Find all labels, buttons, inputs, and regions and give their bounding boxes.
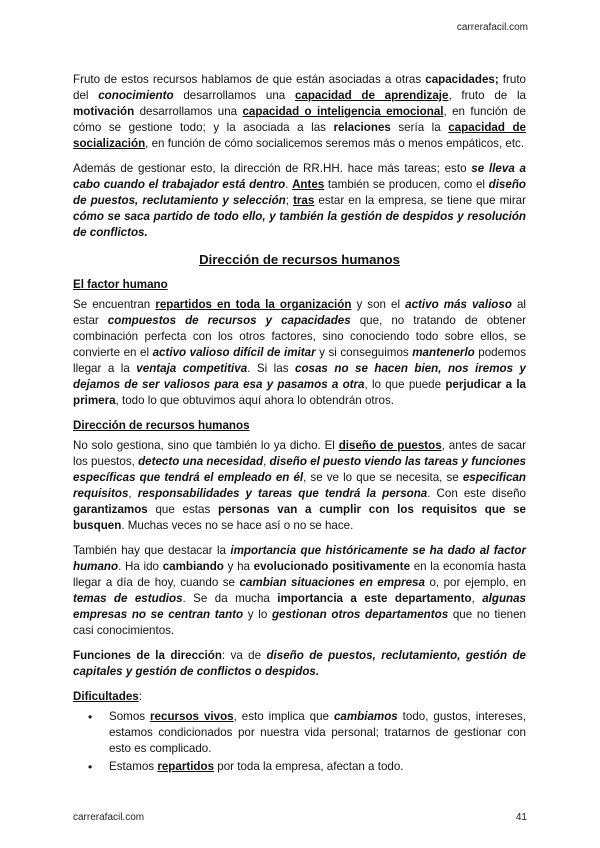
text: . Con este diseño xyxy=(427,487,526,500)
text-bold-underline: Dificultades xyxy=(73,690,139,703)
text: todo, gustos, intereses, estamos condicionados por nuestra vida personal; tratarnos de gestionar con esto es complicado. xyxy=(109,710,526,755)
text-bold-italic: especifican requisitos xyxy=(73,471,526,500)
text: sería la xyxy=(390,121,449,134)
text-bold-italic: importancia que históricamente se ha dado al factor humano xyxy=(73,544,526,573)
text: , xyxy=(471,592,483,605)
paragraph-importancia xyxy=(73,543,526,639)
text: también se producen, como el xyxy=(324,178,489,191)
text: en la economía hasta llegar a día de hoy, cuando se xyxy=(73,560,526,589)
text-bold-italic: cambiamos xyxy=(333,710,398,723)
text: desarrollamos una xyxy=(134,105,243,118)
text-bold-underline: tras xyxy=(293,194,315,207)
text-bold-underline: repartidos xyxy=(157,760,215,773)
text: , se ve lo que se necesita, se xyxy=(303,471,463,484)
subheading-direccion-rrhh: Dirección de recursos humanos xyxy=(73,419,250,432)
paragraph-direccion xyxy=(73,438,526,534)
text: , todo lo que obtuvimos aquí ahora lo obtendrán otros. xyxy=(115,394,394,407)
subheading-factor-humano: El factor humano xyxy=(73,278,168,291)
text-bold: Funciones de la dirección xyxy=(73,649,222,662)
text: , fruto de la xyxy=(448,89,526,102)
text-bold: capacidades; xyxy=(425,73,499,86)
text-bold-italic: detecto una necesidad xyxy=(138,455,264,468)
text-bold-italic: diseño el puesto viendo las tareas y funciones específicas que tendrá el empleado en él xyxy=(73,455,526,484)
text: Además de gestionar esto, la dirección de RR.HH. hace más tareas; esto xyxy=(73,162,472,175)
difficulties-heading xyxy=(73,689,526,705)
text: podemos llegar a la xyxy=(73,346,526,375)
text-bold-italic: activo valioso difícil de imitar xyxy=(152,346,316,359)
text: , en función de cómo socialicemos seremos más o menos empáticos, etc. xyxy=(145,137,525,150)
text: También hay que destacar la xyxy=(73,544,231,557)
text: por toda la empresa, afectan a todo. xyxy=(214,760,404,773)
text: o, por ejemplo, en xyxy=(424,576,527,589)
text-bold-italic: cosas no se hacen bien, nos iremos y dejamos de ser valiosos para esa y pasamos a otra xyxy=(73,362,526,391)
text: , esto implica que xyxy=(233,710,334,723)
text-bold: relaciones xyxy=(333,121,391,134)
text-bold-italic: diseño de puestos, reclutamiento, gestión de capitales y gestión de conflictos o despidos. xyxy=(73,649,526,678)
paragraph-funciones xyxy=(73,648,526,680)
text-bold-italic: activo más valioso xyxy=(405,298,512,311)
text: , xyxy=(263,455,270,468)
text: estar en la empresa, se tiene que mirar xyxy=(314,194,526,207)
text: : va de xyxy=(221,649,267,662)
text: , lo que puede xyxy=(364,378,446,391)
text-bold-italic: temas de estudios xyxy=(73,592,183,605)
list-item xyxy=(73,709,526,757)
text: fruto del xyxy=(73,73,526,102)
text-bold-italic: ventaja competitiva xyxy=(136,362,248,375)
text: Somos xyxy=(109,710,151,723)
difficulties-list xyxy=(73,709,526,775)
text: desarrollamos una xyxy=(173,89,295,102)
text: que no tienen casi conocimientos. xyxy=(73,608,526,637)
text-bold-italic: gestionan otros departamentos xyxy=(271,608,449,621)
text: : xyxy=(138,690,142,703)
text-bold-italic: diseño de puestos, reclutamiento y selección xyxy=(73,178,526,207)
text: Estamos xyxy=(109,760,158,773)
text: , xyxy=(128,487,138,500)
text: . Muchas veces no se hace así o no se hace. xyxy=(121,519,354,532)
text: Fruto de estos recursos hablamos de que están asociadas a otras xyxy=(73,73,426,86)
text-bold: evolucionado positivamente xyxy=(253,560,411,573)
text-bold-underline: Antes xyxy=(292,178,325,191)
text-bold: garantizamos xyxy=(73,503,148,516)
text: , en función de cómo se gestione todo; y la asociada a las xyxy=(73,105,527,134)
text: . Ha ido xyxy=(118,560,163,573)
text: al estar xyxy=(73,298,526,327)
text: y lo xyxy=(243,608,272,621)
list-item xyxy=(73,759,526,775)
header-site: carrerafacil.com xyxy=(456,22,528,33)
text: ; xyxy=(285,194,294,207)
text-bold-underline: diseño de puestos xyxy=(338,439,442,452)
text-bold-italic: cómo se saca partido de todo ello, y también la gestión de despidos y resolución de conflictos. xyxy=(73,210,526,239)
text-bold-italic: cambian situaciones en empresa xyxy=(239,576,425,589)
text: que estas xyxy=(147,503,219,516)
text-bold-italic: algunas empresas no se centran tanto xyxy=(73,592,526,621)
text-bold-italic: mantenerlo xyxy=(412,346,475,359)
text-bold-italic: compuestos de recursos y capacidades xyxy=(107,314,351,327)
page-number: 41 xyxy=(515,812,527,823)
text-bold: motivación xyxy=(73,105,135,118)
text-bold-underline: repartidos en toda la organización xyxy=(155,298,352,311)
paragraph-capacidades xyxy=(73,72,526,152)
text-bold: importancia a este departamento xyxy=(277,592,472,605)
text-bold: cambiando xyxy=(162,560,224,573)
text-bold-underline: capacidad de aprendizaje xyxy=(294,89,449,102)
text-bold-underline: capacidad de socialización xyxy=(73,121,526,150)
text: Se encuentran xyxy=(73,298,156,311)
text: . Se da mucha xyxy=(182,592,278,605)
text-bold-underline: capacidad o inteligencia emocional xyxy=(242,105,444,118)
text: No solo gestiona, sino que también lo ya dicho. El xyxy=(73,439,339,452)
text-bold: perjudicar a la primera xyxy=(73,378,526,407)
text: . xyxy=(285,178,293,191)
text-bold-italic: se lleva a cabo cuando el trabajador está dentro xyxy=(73,162,526,191)
paragraph-factor-humano xyxy=(73,297,526,409)
text: y son el xyxy=(351,298,406,311)
footer-site: carrerafacil.com xyxy=(73,812,145,823)
text-bold-italic: conocimiento xyxy=(98,89,174,102)
text: . Si las xyxy=(247,362,295,375)
text: y ha xyxy=(223,560,254,573)
text-bold: personas van a cumplir con los requisitos que se busquen xyxy=(73,503,526,532)
text: y si conseguimos xyxy=(315,346,413,359)
text-bold-underline: recursos vivos xyxy=(150,710,234,723)
page-content xyxy=(73,72,526,777)
paragraph-gestion xyxy=(73,161,526,241)
text: , antes de sacar los puestos, xyxy=(73,439,526,468)
section-title: Dirección de recursos humanos xyxy=(199,252,400,267)
text-bold-italic: responsabilidades y tareas que tendrá la persona xyxy=(137,487,428,500)
text: que, no tratando de obtener combinación perfecta con los otros factores, sino conociendo todo sobre ellos, se convierte en el xyxy=(73,314,527,359)
